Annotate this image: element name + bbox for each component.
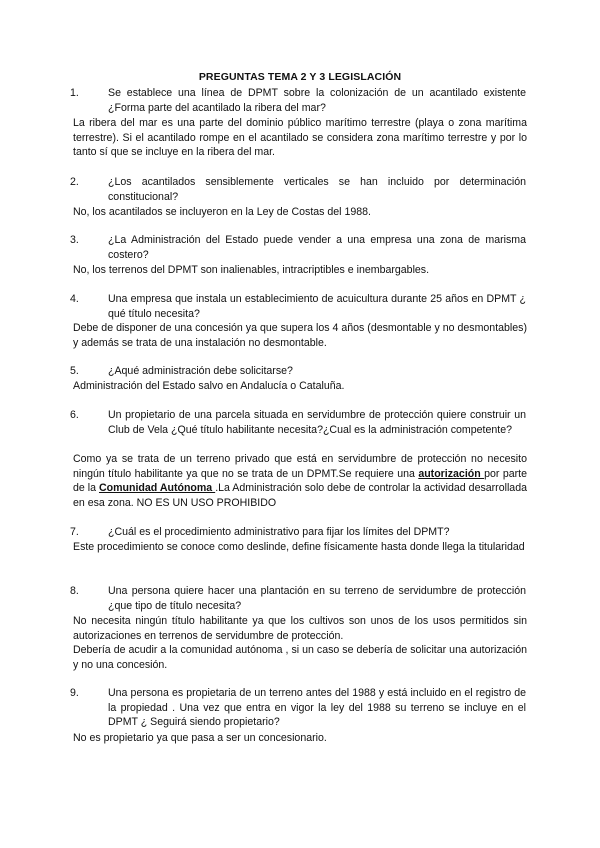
question-number: 4.: [70, 293, 79, 305]
answer-emphasis-comunidad: Comunidad Autónoma: [98, 482, 216, 495]
question-4: [70, 292, 526, 321]
answer-text: No es propietario ya que pasa a ser un concesionario.: [73, 732, 327, 744]
question-number: 3.: [70, 234, 79, 246]
answer-text: Este procedimiento se conoce como deslinde, define físicamente hasta donde llega la titularidad: [73, 541, 525, 553]
answer-part: .La Administración solo debe de controlar la actividad desarrollada en esa zona. NO ES UN USO PROHIBIDO: [73, 482, 527, 509]
question-number: 2.: [70, 176, 79, 188]
answer-text: Administración del Estado salvo en Andalucía o Cataluña.: [73, 380, 345, 392]
question-1: [70, 86, 526, 115]
question-number: 7.: [70, 526, 79, 538]
question-text: ¿La Administración del Estado puede vender a una empresa una zona de marisma costero?: [108, 234, 526, 261]
answer-7: [73, 540, 527, 555]
answer-text: La ribera del mar es una parte del dominio público marítimo terrestre (playa o zona marítima terrestre). Si el acantilado rompe en el acantilado se considera zona marítimo terrestre y por lo tanto sí que se incluye en la ribera del mar.: [73, 117, 527, 159]
answer-part: por parte de la: [73, 467, 527, 495]
question-number: 1.: [70, 87, 79, 99]
answer-text: No, los terrenos del DPMT son inalienables, intracriptibles e inembargables.: [73, 264, 430, 276]
question-number: 6.: [70, 409, 79, 421]
page-title: PREGUNTAS TEMA 2 Y 3 LEGISLACIÓN: [198, 71, 402, 83]
question-number: 8.: [70, 585, 79, 597]
question-text: Se establece una línea de DPMT sobre la colonización de un acantilado existente ¿Forma parte del acantilado la ribera del mar?: [108, 87, 526, 114]
question-text: ¿Aqué administración debe solicitarse?: [108, 365, 293, 377]
answer-text: Debe de disponer de una concesión ya que supera los 4 años (desmontable y no desmontables) y además se trata de una instalación no desmontable.: [73, 322, 527, 349]
question-2: [70, 175, 526, 204]
answer-text-2: Debería de acudir a la comunidad autónoma , si un caso se debería de solicitar una autorización y no una concesión.: [73, 644, 527, 671]
answer-5: [73, 379, 527, 394]
question-text: ¿Cuál es el procedimiento administrativo para fijar los límites del DPMT?: [108, 526, 450, 538]
answer-1: [73, 116, 527, 160]
answer-3: [73, 263, 527, 278]
question-7: [70, 525, 526, 540]
answer-4: [73, 321, 527, 350]
question-text: Un propietario de una parcela situada en servidumbre de protección quiere construir un Club de Vela ¿Qué título habilitante necesita?¿Cual es la administración competente?: [108, 409, 526, 436]
question-number: 9.: [70, 687, 79, 699]
answer-9: [73, 731, 527, 746]
question-3: [70, 233, 526, 262]
answer-text: [73, 452, 527, 510]
question-number: 5.: [70, 365, 79, 377]
answer-part: Como ya se trata de un terreno privado que está en servidumbre de protección no necesito ningún título habilitante ya que no se trata de un DPMT.Se requiere una: [73, 453, 527, 480]
answer-2: [73, 205, 527, 220]
question-text: Una empresa que instala un establecimiento de acuicultura durante 25 años en DPMT ¿ qué título necesita?: [108, 293, 526, 320]
question-9: [70, 686, 526, 730]
answer-8: [73, 614, 527, 672]
question-8: [70, 584, 526, 613]
question-5: [70, 364, 526, 379]
answer-text: No necesita ningún título habilitante ya que los cultivos son unos de los usos permitidos sin autorizaciones en terrenos de servidumbre de protección.: [73, 615, 527, 642]
question-text: Una persona quiere hacer una plantación en su terreno de servidumbre de protección ¿que tipo de título necesita?: [108, 585, 526, 612]
answer-emphasis-autorizacion: autorización: [418, 467, 485, 480]
answer-text: No, los acantilados se incluyeron en la Ley de Costas del 1988.: [73, 206, 371, 218]
question-text: ¿Los acantilados sensiblemente verticales se han incluido por determinación constitucional?: [108, 176, 526, 203]
answer-6: [73, 452, 527, 510]
question-6: [70, 408, 526, 437]
question-text: Una persona es propietaria de un terreno antes del 1988 y está incluido en el registro de la propiedad . Una vez que entra en vigor la ley del 1988 su terreno se incluye en el DPMT ¿ Seguirá siendo propietario?: [108, 687, 526, 729]
